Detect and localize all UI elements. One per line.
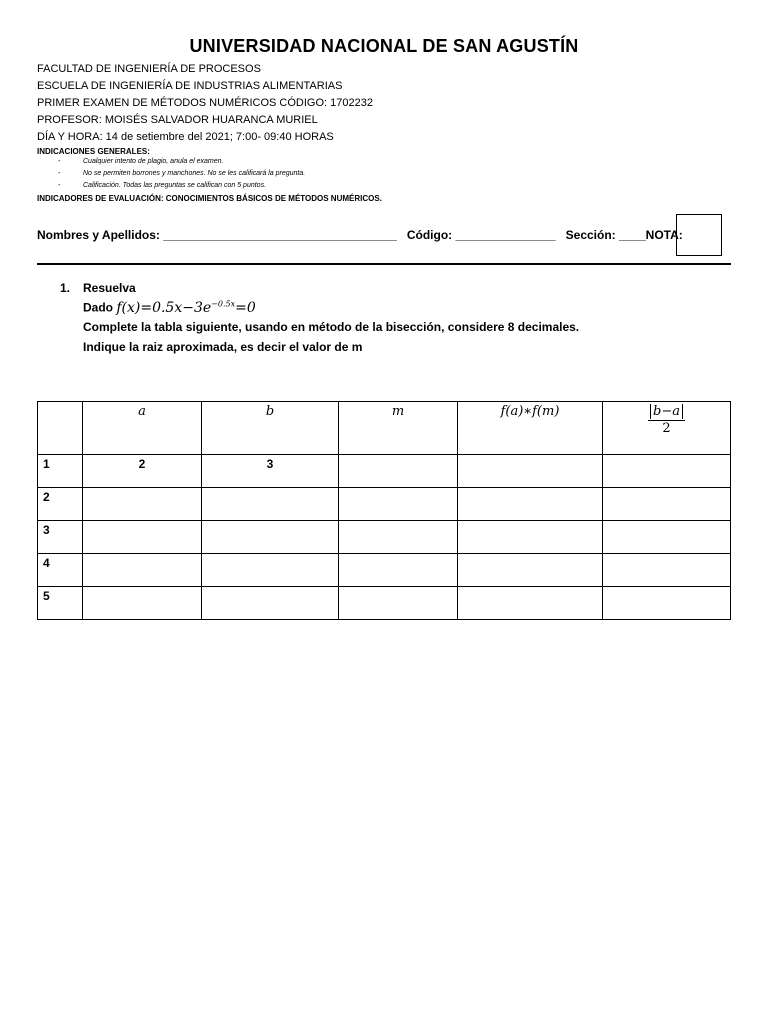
code-field-label[interactable]: Código: _______________ <box>406 228 556 242</box>
cell-b[interactable] <box>202 587 339 620</box>
table-row <box>38 455 731 488</box>
school-line: ESCUELA DE INGENIERÍA DE INDUSTRIAS ALIMENTARIAS <box>37 80 343 92</box>
cell-error[interactable] <box>603 488 731 521</box>
bisection-table <box>37 401 731 620</box>
row-number: 2 <box>38 488 83 521</box>
cell-product[interactable] <box>458 587 603 620</box>
cell-m[interactable] <box>339 488 458 521</box>
cell-a[interactable] <box>83 521 202 554</box>
bullet-3: - <box>58 182 61 189</box>
date-line: DÍA Y HORA: 14 de setiembre del 2021; 7:00- 09:40 HORAS <box>37 131 334 143</box>
instruction-line: Complete la tabla siguiente, usando en método de la bisección, considere 8 decimales. <box>83 320 580 334</box>
row-number: 4 <box>38 554 83 587</box>
indication-3: Calificación. Todas las preguntas se califican con 5 puntos. <box>83 182 267 189</box>
professor-line: PROFESOR: MOISÉS SALVADOR HUARANCA MURIEL <box>37 114 318 126</box>
cell-a[interactable] <box>83 587 202 620</box>
grade-box[interactable] <box>676 214 722 256</box>
error-denominator: 2 <box>662 421 671 436</box>
cell-b[interactable] <box>202 521 339 554</box>
ask-line: Indique la raiz aproximada, es decir el valor de m <box>83 340 363 354</box>
equation <box>116 300 255 316</box>
exam-line: PRIMER EXAMEN DE MÉTODOS NUMÉRICOS CÓDIGO: 1702232 <box>37 97 373 109</box>
header-b: b <box>202 402 339 455</box>
cell-b[interactable]: 3 <box>202 455 339 488</box>
given-equation-line <box>83 299 256 316</box>
cell-product[interactable] <box>458 488 603 521</box>
question-title: Resuelva <box>83 281 136 295</box>
row-number: 5 <box>38 587 83 620</box>
cell-error[interactable] <box>603 521 731 554</box>
table-header-row <box>38 402 731 455</box>
faculty-line: FACULTAD DE INGENIERÍA DE PROCESOS <box>37 63 261 75</box>
cell-m[interactable] <box>339 455 458 488</box>
section-field-label[interactable]: Sección: ____NOTA: <box>565 228 683 242</box>
cell-b[interactable] <box>202 554 339 587</box>
table-row <box>38 488 731 521</box>
error-numerator: b−a <box>650 404 683 419</box>
indication-2: No se permiten borrones y manchones. No se les calificará la pregunta. <box>83 170 306 177</box>
evaluation-indicators: INDICADORES DE EVALUACIÓN: CONOCIMIENTOS BÁSICOS DE MÉTODOS NUMÉRICOS. <box>37 194 382 203</box>
header-product: f(a)∗f(m) <box>458 402 603 455</box>
equation-exponent: −0.5x <box>211 299 236 308</box>
equation-rhs: =0 <box>235 299 256 316</box>
university-title: UNIVERSIDAD NACIONAL DE SAN AGUSTÍN <box>189 36 579 56</box>
error-fraction <box>648 404 685 437</box>
bullet-1: - <box>58 158 61 165</box>
indication-1: Cualquier intento de plagio, anula el examen. <box>83 158 224 165</box>
header-m: m <box>339 402 458 455</box>
table-row <box>38 554 731 587</box>
cell-product[interactable] <box>458 455 603 488</box>
cell-product[interactable] <box>458 521 603 554</box>
indications-title: INDICACIONES GENERALES: <box>37 147 150 156</box>
cell-error[interactable] <box>603 455 731 488</box>
row-number: 3 <box>38 521 83 554</box>
cell-m[interactable] <box>339 554 458 587</box>
cell-m[interactable] <box>339 587 458 620</box>
header-a: a <box>83 402 202 455</box>
names-field-label[interactable]: Nombres y Apellidos: ___________________________________ <box>37 228 397 242</box>
cell-m[interactable] <box>339 521 458 554</box>
bullet-2: - <box>58 170 61 177</box>
cell-error[interactable] <box>603 587 731 620</box>
question-number: 1. <box>60 281 71 295</box>
cell-error[interactable] <box>603 554 731 587</box>
cell-a[interactable] <box>83 554 202 587</box>
equation-lhs: f(x)=0.5x−3e <box>116 299 212 316</box>
table-row <box>38 521 731 554</box>
cell-a[interactable]: 2 <box>83 455 202 488</box>
header-divider <box>37 263 731 265</box>
header-index-cell <box>38 402 83 455</box>
cell-a[interactable] <box>83 488 202 521</box>
given-label: Dado <box>83 300 113 315</box>
table-row <box>38 587 731 620</box>
cell-product[interactable] <box>458 554 603 587</box>
row-number: 1 <box>38 455 83 488</box>
cell-b[interactable] <box>202 488 339 521</box>
student-info-row <box>37 228 683 242</box>
header-error <box>603 402 731 455</box>
